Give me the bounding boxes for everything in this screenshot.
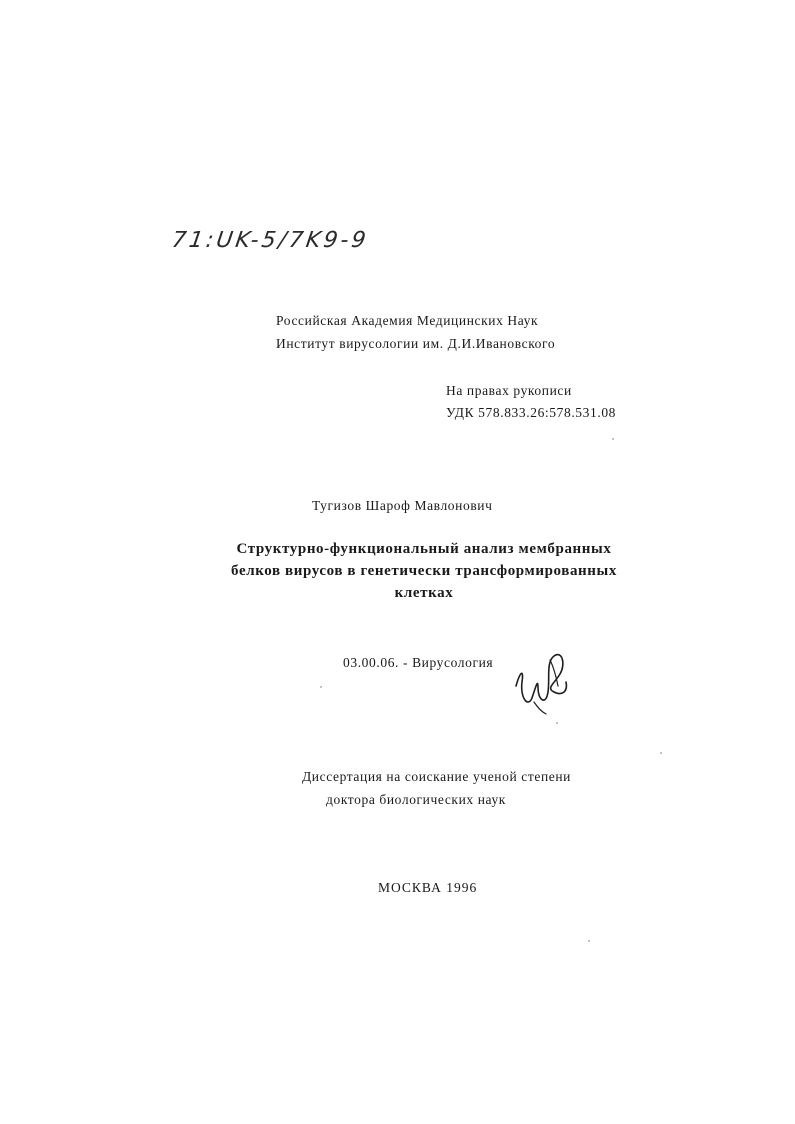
scan-speck	[320, 686, 322, 688]
title-line-3: клетках	[394, 585, 454, 601]
degree-line-2: доктора биологических наук	[326, 792, 506, 807]
scan-speck	[588, 940, 590, 942]
specialty-code: 03.00.06. - Вирусология	[343, 655, 494, 670]
city-year: МОСКВА 1996	[378, 880, 478, 895]
scan-speck	[612, 438, 614, 440]
degree-line-1: Диссертация на соискание ученой степени	[302, 769, 572, 784]
scan-speck	[660, 752, 662, 754]
institute-name: Институт вирусологии им. Д.И.Ивановского	[276, 336, 556, 351]
academy-name: Российская Академия Медицинских Наук	[276, 313, 539, 328]
author-name: Тугизов Шароф Мавлонович	[312, 498, 493, 513]
udc-code: УДК 578.833.26:578.531.08	[446, 405, 617, 420]
dissertation-title	[200, 538, 648, 604]
title-line-1: Структурно-функциональный анализ мембранных	[236, 541, 612, 557]
title-line-2: белков вирусов в генетически трансформированных	[231, 563, 617, 579]
manuscript-rights: На правах рукописи	[446, 383, 572, 398]
signature-mark	[508, 642, 574, 720]
archive-code-handwritten: 71:UK-5/7K9-9	[170, 228, 371, 253]
scan-speck	[556, 722, 558, 724]
